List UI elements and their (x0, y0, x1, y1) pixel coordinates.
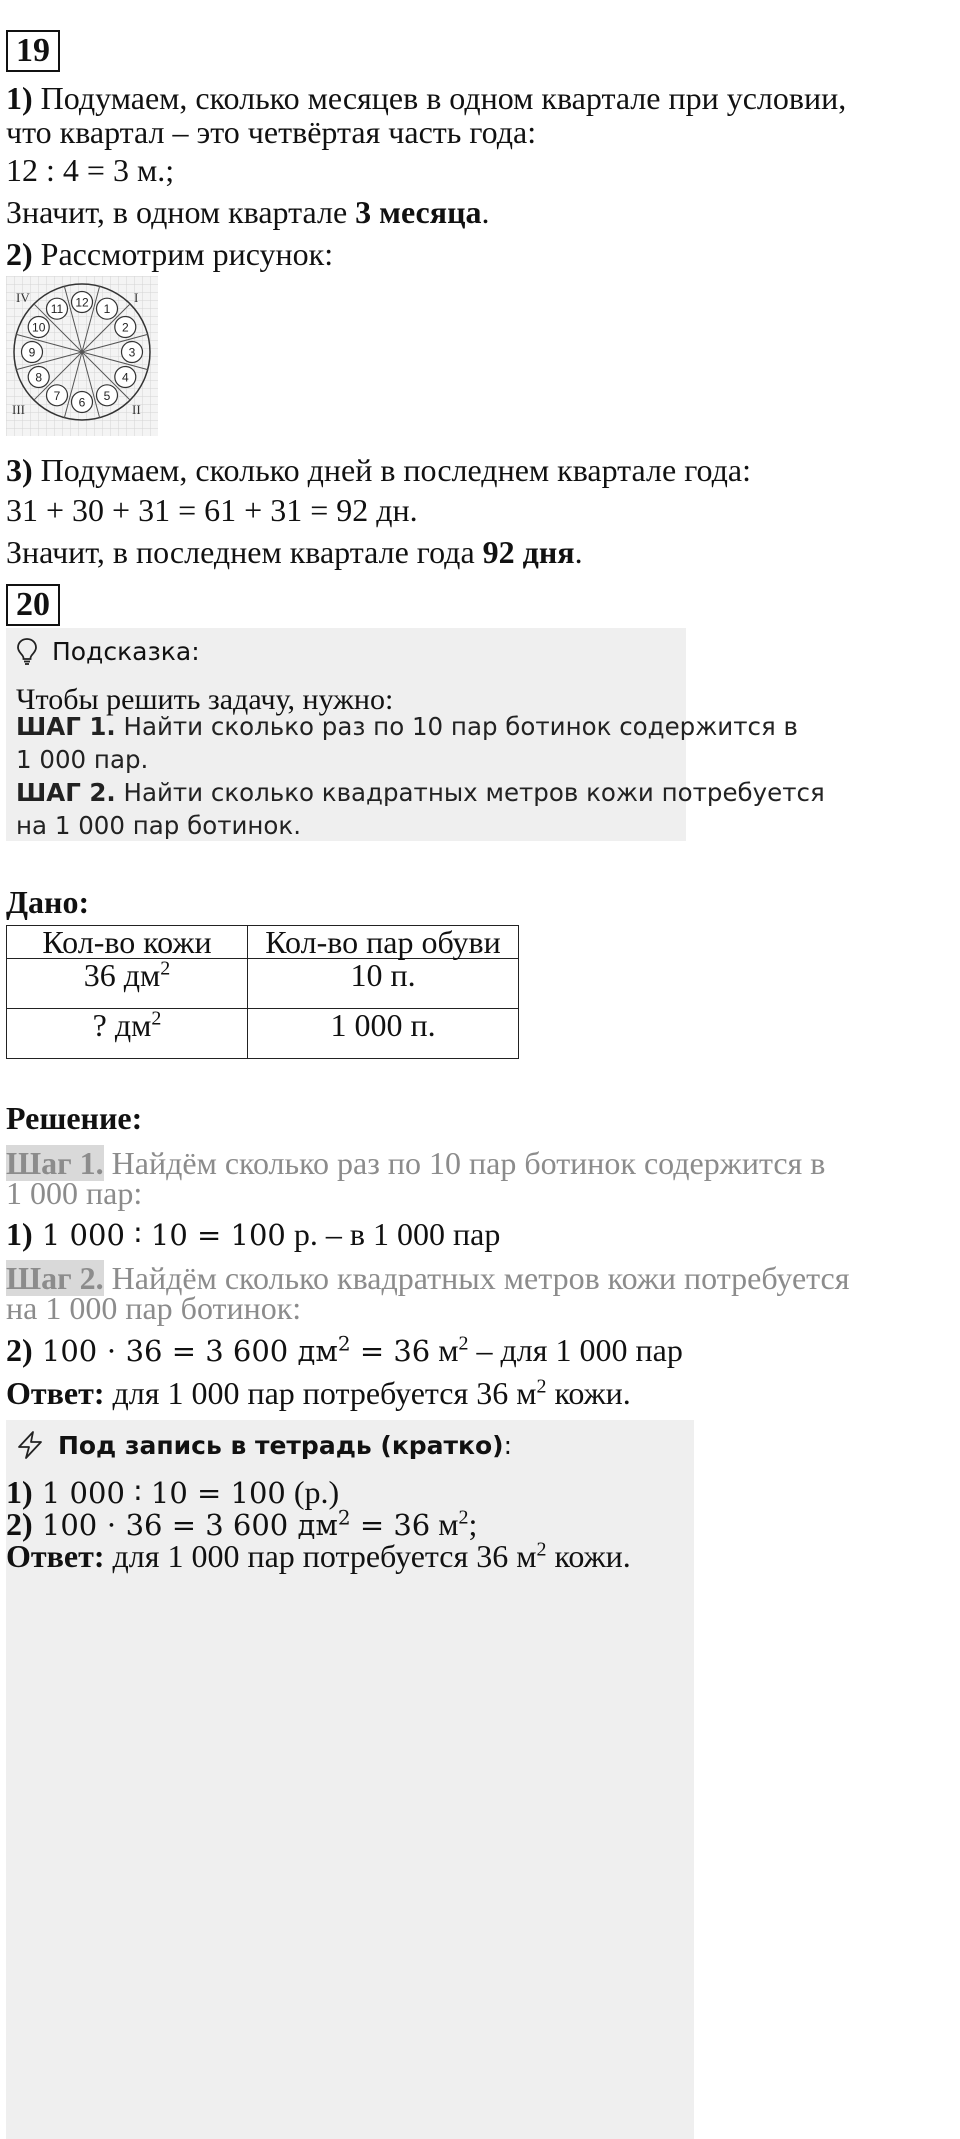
solution-step2-line2: на 1 000 пар ботинок: (6, 1290, 302, 1326)
brief-line2-unit: м (430, 1506, 459, 1542)
hint-step2-line1 (16, 776, 825, 809)
concl1-post: . (481, 194, 490, 230)
step2-text: Найдём сколько квадратных метров кожи потребуется (103, 1260, 850, 1296)
concl1-bold: 3 месяца (355, 194, 482, 230)
p1-label: 1) (6, 80, 33, 116)
cell-leather-value: 36 дм (83, 957, 161, 993)
month-number: 12 (75, 295, 89, 310)
concl3-bold: 92 дня (482, 534, 575, 570)
calc1-tail: р. – в 1 000 пар (285, 1216, 501, 1252)
calc2-unit: м (430, 1332, 459, 1368)
solution-calc2 (6, 1330, 683, 1371)
brief-line1-tail: (р.) (285, 1474, 340, 1510)
cell-leather-sup: 2 (151, 1007, 162, 1030)
brief-line2-sup: 2 (337, 1505, 351, 1530)
hint-title: Подсказка: (51, 637, 200, 666)
task19-calc3: 31 + 30 + 31 = 61 + 31 = 92 дн. (6, 492, 418, 528)
brief-answer (6, 1536, 631, 1576)
calc2-sup: 2 (337, 1331, 351, 1356)
task-number-20: 20 (6, 584, 60, 626)
header-pairs: Кол-во пар обуви (248, 926, 519, 959)
lightbulb-icon (16, 637, 38, 665)
answer-pre: для 1 000 пар потребуется 36 м (104, 1375, 537, 1411)
month-number: 4 (121, 370, 129, 385)
task19-paragraph2 (6, 234, 333, 274)
calc2-unit-sup: 2 (458, 1332, 469, 1355)
brief-line2-tail: ; (468, 1506, 478, 1542)
quarter-label-ii: II (132, 402, 141, 417)
calc2-tail: – для 1 000 пар (468, 1332, 683, 1368)
brief-box (6, 1420, 694, 2139)
cell-leather (7, 959, 248, 1009)
brief-title-colon: : (503, 1431, 513, 1460)
month-number: 3 (128, 345, 136, 360)
cell-leather (7, 1009, 248, 1059)
hint-step1-label: ШАГ 1. (16, 712, 116, 741)
table-row (7, 959, 519, 1009)
task19-calc1: 12 : 4 = 3 м.; (6, 152, 175, 188)
given-table (6, 925, 519, 1059)
hint-step1-line1 (16, 710, 798, 743)
cell-leather-value: ? дм (92, 1007, 152, 1043)
cell-pairs: 10 п. (248, 959, 519, 1009)
month-number: 1 (103, 302, 111, 317)
given-table-header (7, 926, 519, 959)
month-number: 10 (32, 320, 46, 335)
calc1-label: 1) (6, 1216, 33, 1252)
brief-title-row (16, 1426, 512, 1466)
calc1-expr: 1 000 ∶ 10 = 100 (32, 1218, 286, 1252)
month-number: 11 (50, 302, 64, 317)
answer-post: кожи. (546, 1375, 631, 1411)
hint-intro: Чтобы решить задачу, нужно: (16, 683, 394, 716)
concl3-post: . (574, 534, 583, 570)
hint-step2-text: Найти сколько квадратных метров кожи потребуется (115, 778, 825, 807)
task-number-19: 19 (6, 30, 60, 72)
month-number: 8 (35, 370, 43, 385)
answer-sup: 2 (536, 1375, 547, 1398)
task19-conclusion1 (6, 192, 490, 232)
month-number: 5 (103, 388, 111, 403)
quarter-label-i: I (134, 290, 139, 305)
hint-step1-text: Найти сколько раз по 10 пар ботинок содержится в (115, 712, 798, 741)
calc2-label: 2) (6, 1332, 33, 1368)
solution-answer (6, 1373, 631, 1413)
p2-label: 2) (6, 236, 33, 272)
header-leather: Кол-во кожи (7, 926, 248, 959)
hint-step2-line2: на 1 000 пар ботинок. (16, 811, 302, 840)
brief-title: Под запись в тетрадь (кратко) (57, 1431, 504, 1460)
task19-conclusion3 (6, 532, 583, 572)
hint-step1-line2: 1 000 пар. (16, 745, 149, 774)
hint-step2-label: ШАГ 2. (16, 778, 116, 807)
p3-text: Подумаем, сколько дней в последнем квартале года: (32, 452, 751, 488)
quarters-clock-figure (6, 276, 158, 436)
brief-line2-label: 2) (6, 1506, 33, 1542)
hint-box (6, 628, 825, 841)
solution-step1-line2: 1 000 пар: (6, 1175, 143, 1211)
table-row (7, 1009, 519, 1059)
solution-title: Решение: (6, 1100, 143, 1136)
given-title: Дано: (6, 884, 90, 920)
brief-answer-pre: для 1 000 пар потребуется 36 м (104, 1538, 537, 1574)
cell-leather-sup: 2 (160, 957, 171, 980)
month-number: 2 (121, 320, 129, 335)
quarter-label-iv: IV (16, 290, 30, 305)
p3-label: 3) (6, 452, 33, 488)
brief-answer-post: кожи. (546, 1538, 631, 1574)
p2-text: Рассмотрим рисунок: (32, 236, 334, 272)
brief-line1-label: 1) (6, 1474, 33, 1510)
quarter-label-iii: III (12, 402, 25, 417)
month-number: 7 (53, 388, 61, 403)
calc2-expr (32, 1331, 431, 1368)
brief-line2-mid: = 36 (350, 1508, 431, 1542)
cell-pairs: 1 000 п. (248, 1009, 519, 1059)
solution-calc1 (6, 1214, 500, 1255)
brief-line2-expr-a: 100 ⋅ 36 = 3 600 дм (32, 1508, 338, 1542)
step1-text: Найдём сколько раз по 10 пар ботинок содержится в (103, 1145, 826, 1181)
calc2-mid: = 36 (350, 1334, 431, 1368)
month-number: 6 (78, 395, 86, 410)
task19-paragraph3 (6, 450, 751, 490)
p1-text-1: Подумаем, сколько месяцев в одном квартале при условии, (32, 80, 847, 116)
step1-label: Шаг 1. (6, 1145, 104, 1181)
brief-line2-unit-sup: 2 (458, 1506, 469, 1529)
month-number: 9 (28, 345, 36, 360)
concl3-pre: Значит, в последнем квартале года (6, 534, 483, 570)
step2-label: Шаг 2. (6, 1260, 104, 1296)
brief-line1-expr: 1 000 ∶ 10 = 100 (32, 1476, 286, 1510)
brief-answer-label: Ответ: (6, 1538, 105, 1574)
hint-title-row (16, 632, 200, 672)
calc2-expr-a: 100 ⋅ 36 = 3 600 дм (32, 1334, 338, 1368)
concl1-pre: Значит, в одном квартале (6, 194, 356, 230)
task19-paragraph1-line2: что квартал – это четвёртая часть года: (6, 114, 537, 150)
brief-answer-sup: 2 (536, 1538, 547, 1561)
answer-label: Ответ: (6, 1375, 105, 1411)
lightning-icon (16, 1430, 44, 1460)
